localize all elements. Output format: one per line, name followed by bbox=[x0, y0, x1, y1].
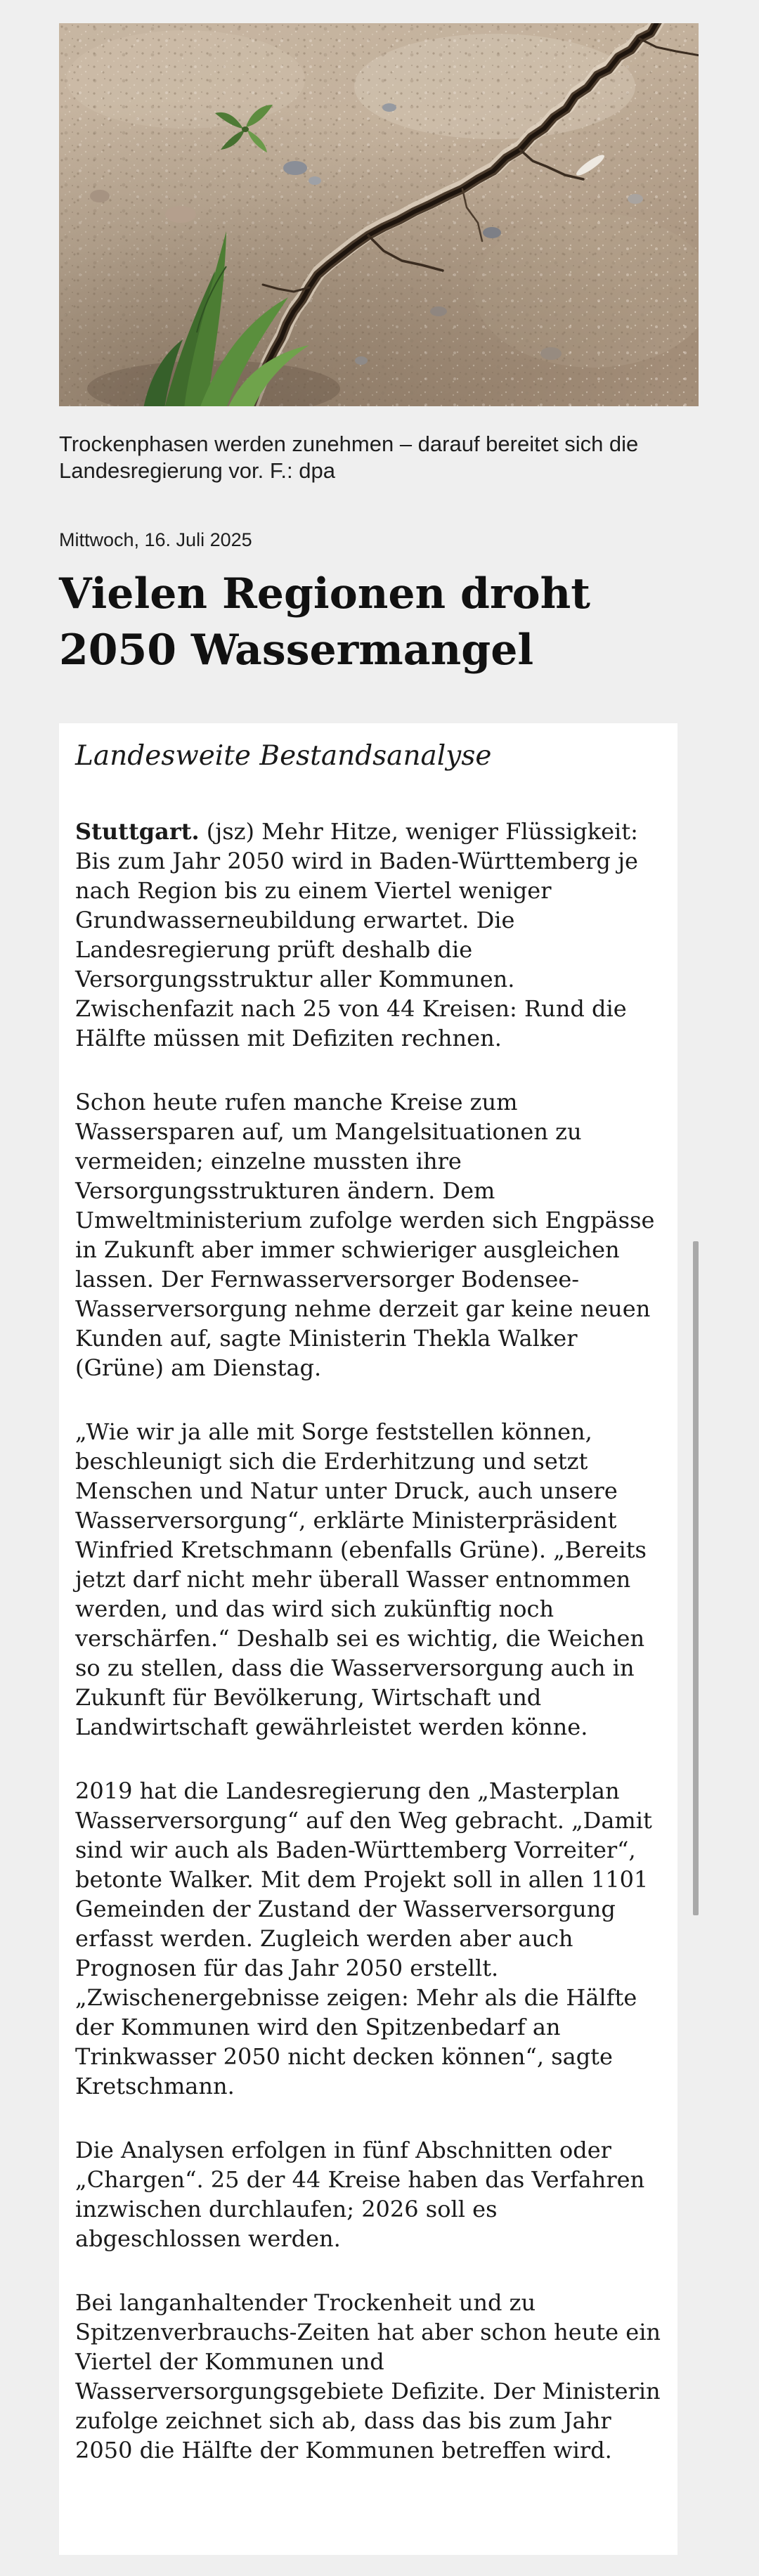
hero-image bbox=[59, 23, 699, 406]
publish-date: Mittwoch, 16. Juli 2025 bbox=[59, 529, 252, 550]
article-body bbox=[75, 817, 663, 2465]
body-paragraph: 2019 hat die Landesregierung den „Masterplan Wasserversorgung“ auf den Weg gebracht. „Damit sind wir auch als Baden-Württemberg Vorreiter“, betonte Walker. Mit dem Projekt soll in allen 1101 Gemeinden der Zustand der Wasserversorgung erfasst werden. Zugleich werden aber auch Prognosen für das Jahr 2050 erstellt. „Zwischenergebnisse zeigen: Mehr als die Hälfte der Kommunen wird den Spitzenbedarf an Trinkwasser 2050 nicht decken können“, sagte Kretschmann. bbox=[75, 1778, 652, 2099]
article-card bbox=[59, 723, 677, 2555]
dateline: Stuttgart. bbox=[75, 818, 200, 845]
article-headline: Vielen Regionen droht 2050 Wassermangel bbox=[59, 569, 590, 675]
article-subtitle: Landesweite Bestandsanalyse bbox=[75, 740, 492, 772]
article-page bbox=[59, 23, 699, 2555]
body-paragraph: Die Analysen erfolgen in fünf Abschnitten oder „Chargen“. 25 der 44 Kreise haben das Verfahren inzwischen durchlaufen; 2026 soll es abgeschlossen werden. bbox=[75, 2137, 645, 2252]
dry-soil bbox=[59, 23, 699, 406]
body-paragraph: „Wie wir ja alle mit Sorge feststellen können, beschleunigt sich die Erderhitzung und setzt Menschen und Natur unter Druck, auch unsere Wasserversorgung“, erklärte Ministerpräsident Winfried Kretschmann (ebenfalls Grüne). „Bereits jetzt darf nicht mehr überall Wasser entnommen werden, und das wird sich zukünftig noch verschärfen.“ Deshalb sei es wichtig, die Weichen so zu stellen, dass die Wasserversorgung auch in Zukunft für Bevölkerung, Wirtschaft und Landwirtschaft gewährleistet werden könne. bbox=[75, 1418, 647, 1740]
body-paragraph: Schon heute rufen manche Kreise zum Wassersparen auf, um Mangelsituationen zu vermeiden; einzelne mussten ihre Versorgungsstrukturen ändern. Dem Umweltministerium zufolge werden sich Engpässe in Zukunft aber immer schwieriger ausgleichen lassen. Der Fernwasserversorger Bodensee-Wasserversorgung nehme derzeit gar keine neuen Kunden auf, sagte Ministerin Thekla Walker (Grüne) am Dienstag. bbox=[75, 1089, 655, 1381]
lead-text: (jsz) Mehr Hitze, weniger Flüssigkeit: Bis zum Jahr 2050 wird in Baden-Württemberg je nach Region bis zu einem Viertel weniger Grundwasserneubildung erwartet. Die Landesregierung prüft deshalb die Versorgungsstruktur aller Kommunen. Zwischenfazit nach 25 von 44 Kreisen: Rund die Hälfte müssen mit Defiziten rechnen. bbox=[75, 818, 638, 1051]
image-caption: Trockenphasen werden zunehmen – darauf bereitet sich die Landesregierung vor. F.: dpa bbox=[59, 432, 639, 483]
scrollbar-thumb[interactable] bbox=[693, 1241, 699, 1915]
lead-paragraph bbox=[75, 817, 663, 1053]
body-paragraph: Bei langanhaltender Trockenheit und zu Spitzenverbrauchs-Zeiten hat aber schon heute ein Viertel der Kommunen und Wasserversorgungsgebiete Defizite. Der Ministerin zufolge zeichnet sich ab, dass das bis zum Jahr 2050 die Hälfte der Kommunen betreffen wird. bbox=[75, 2289, 661, 2464]
